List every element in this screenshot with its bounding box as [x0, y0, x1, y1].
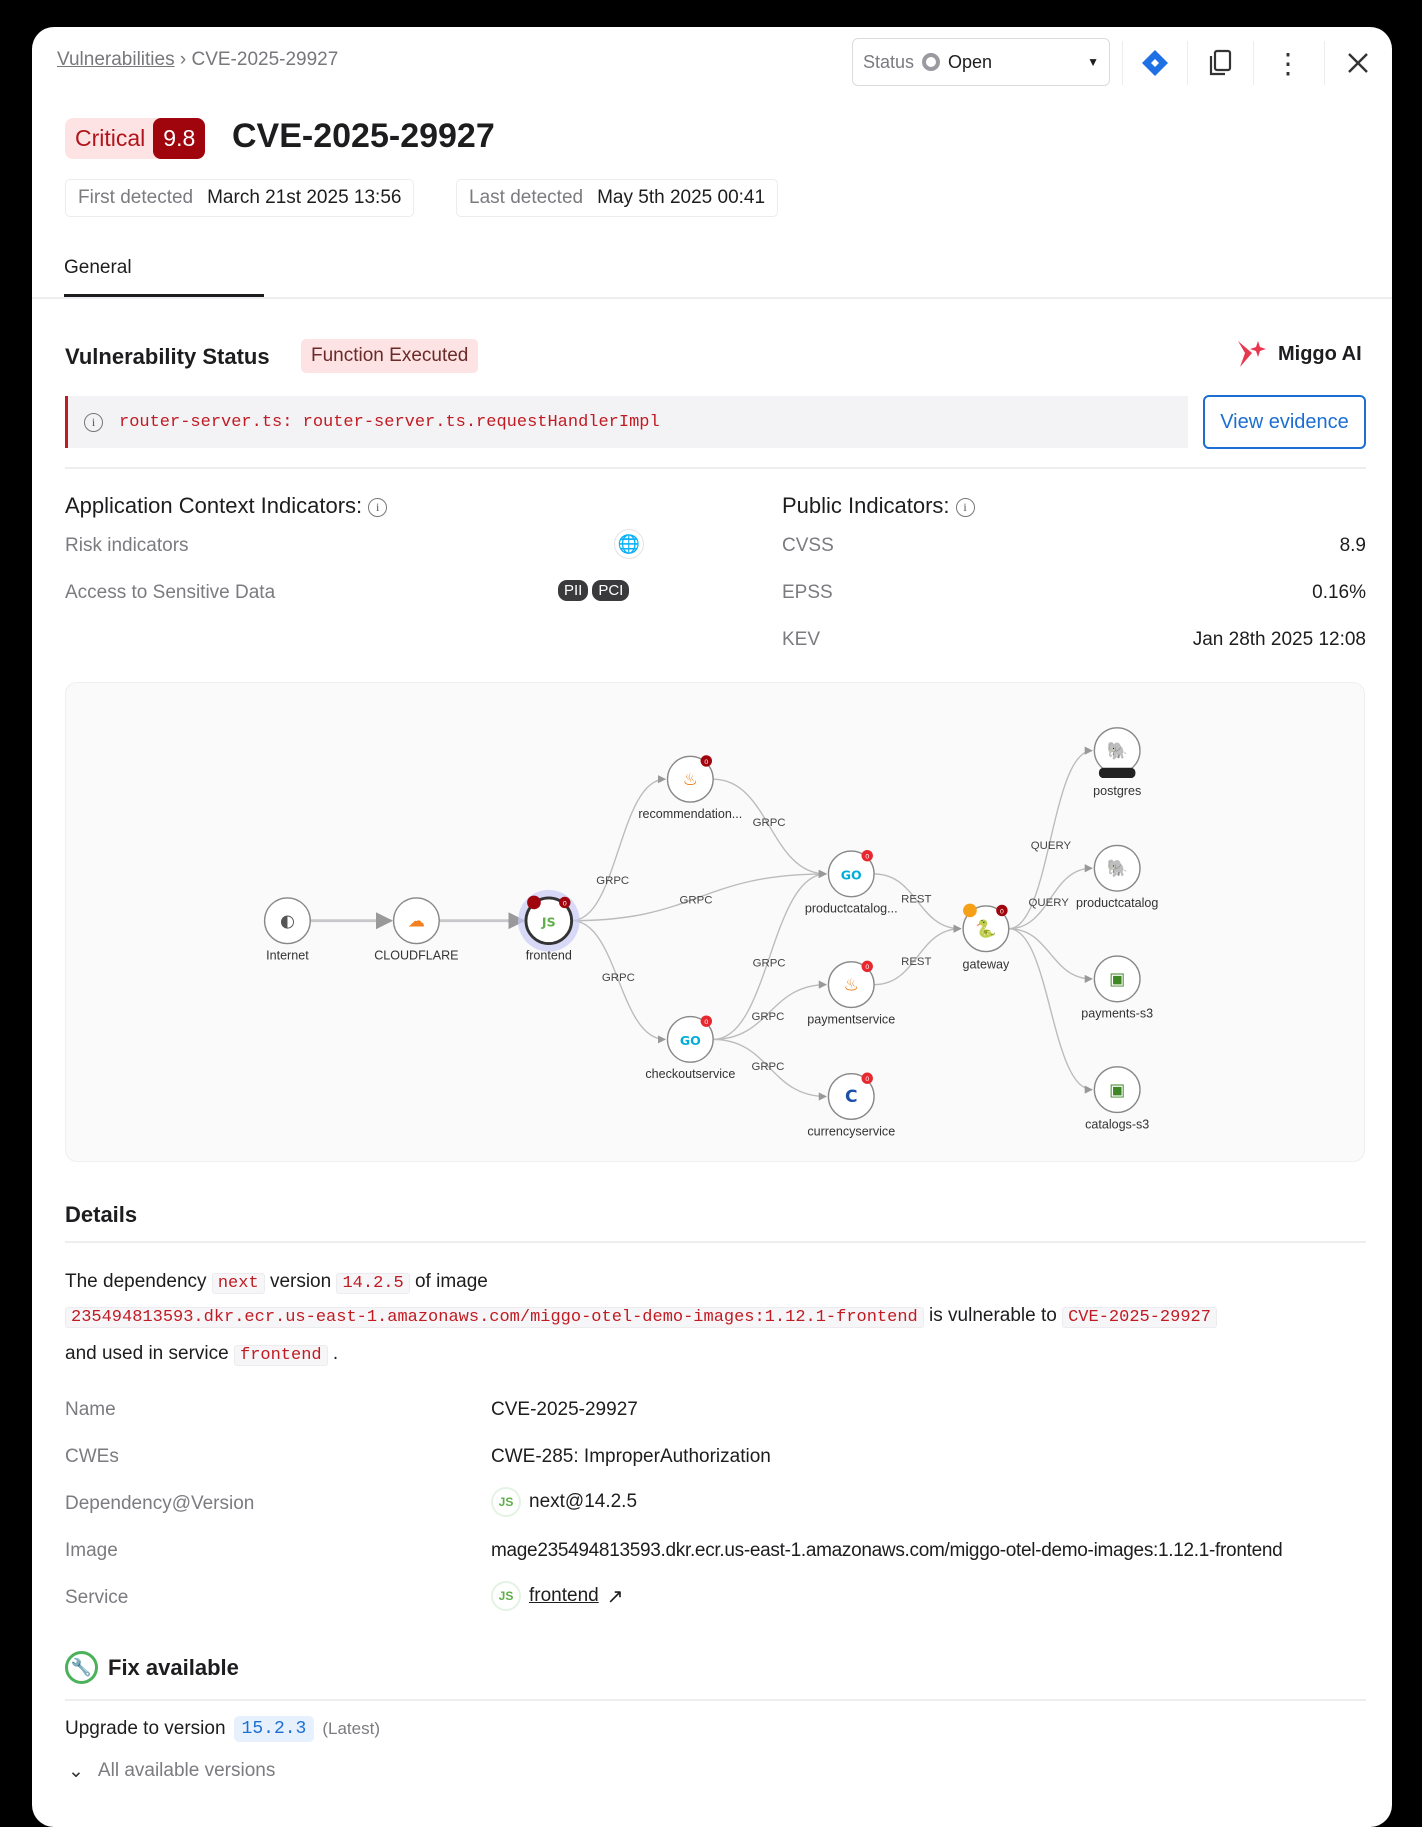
edge-label: QUERY — [1030, 839, 1072, 852]
name-value: CVE-2025-29927 — [491, 1399, 638, 1420]
divider — [65, 1241, 1366, 1243]
nodejs-icon: JS — [491, 1487, 521, 1517]
vulnerability-count: 0 — [865, 964, 870, 972]
all-versions-label: All available versions — [97, 1760, 276, 1781]
chevron-down-icon: ▼ — [1087, 55, 1099, 69]
wrench-icon: 🔧 — [65, 1651, 98, 1684]
edge-label: REST — [901, 893, 932, 906]
graph-node-cloudflare[interactable] — [374, 898, 458, 963]
pci-pill: PCI — [592, 580, 629, 601]
page-title: CVE-2025-29927 — [232, 117, 495, 155]
graph-edge — [572, 779, 666, 921]
severity-score: 9.8 — [153, 118, 205, 159]
details-title: Details — [65, 1202, 138, 1227]
last-detected-value: May 5th 2025 00:41 — [597, 187, 766, 208]
node-label: paymentservice — [807, 1012, 896, 1027]
tabs-divider — [32, 297, 1392, 299]
chevron-down-icon: ⌄ — [68, 1761, 84, 1782]
pii-pill: PII — [558, 580, 588, 601]
text: The dependency — [65, 1271, 207, 1292]
jira-icon — [1140, 48, 1170, 78]
divider — [65, 467, 1366, 469]
edge-label: GRPC — [601, 972, 635, 985]
details-sentence-2 — [65, 1306, 1217, 1328]
dependency-value — [491, 1487, 637, 1517]
vulnerability-count: 0 — [704, 758, 709, 766]
python-icon: 🐍 — [975, 919, 997, 940]
dependency-text: next@14.2.5 — [529, 1491, 638, 1512]
latest-tag: (Latest) — [322, 1719, 380, 1738]
sparkle-icon — [1236, 339, 1270, 369]
upgrade-label: Upgrade to version — [65, 1718, 226, 1739]
go-icon: GO — [840, 867, 862, 883]
node-label: productcatalog — [1076, 896, 1159, 911]
service-label: Service — [65, 1587, 129, 1608]
all-versions-toggle[interactable] — [68, 1760, 275, 1783]
edge-label: GRPC — [679, 894, 713, 907]
vulnerability-count: 0 — [865, 853, 870, 861]
vulnerability-count: 0 — [1000, 908, 1004, 916]
fix-version: 15.2.3 — [234, 1716, 315, 1742]
graph-node-pcdb[interactable] — [1076, 845, 1158, 910]
edge-label: GRPC — [751, 1061, 785, 1074]
version-code: 14.2.5 — [336, 1273, 409, 1294]
vulnerability-count: 0 — [562, 900, 567, 908]
image-code: 235494813593.dkr.ecr.us-east-1.amazonaws.com/miggo-otel-demo-images:1.12.1-frontend — [65, 1307, 924, 1328]
severity-badge — [65, 118, 205, 159]
edge-label: GRPC — [752, 816, 786, 829]
vulnerability-panel — [32, 27, 1392, 1827]
kebab-icon: ⋮ — [1274, 47, 1302, 79]
service-graph[interactable] — [65, 682, 1365, 1162]
status-dropdown[interactable] — [852, 38, 1110, 86]
divider — [1324, 41, 1325, 85]
breadcrumb-separator: › — [179, 49, 187, 70]
graph-node-catalogs_s3[interactable] — [1085, 1067, 1149, 1132]
node-label: gateway — [962, 957, 1010, 972]
active-tab-indicator — [64, 294, 264, 297]
sensitive-data-pills — [554, 580, 629, 601]
s3-icon: ▣ — [1109, 1080, 1126, 1101]
breadcrumb-vulnerabilities-link[interactable]: Vulnerabilities — [57, 49, 175, 70]
go-icon: GO — [679, 1033, 701, 1049]
close-icon — [1347, 52, 1369, 74]
app-context-label: Application Context Indicators: — [65, 493, 363, 518]
node-label: catalogs-s3 — [1085, 1117, 1150, 1132]
node-label: Internet — [266, 948, 309, 963]
graph-node-recommendation[interactable] — [638, 755, 742, 821]
status-value: Open — [948, 51, 993, 72]
edge-label: REST — [901, 956, 932, 969]
graph-node-postgres[interactable] — [1093, 728, 1141, 798]
first-detected-chip — [65, 179, 414, 217]
image-label: Image — [65, 1540, 118, 1561]
node-label: checkoutservice — [645, 1067, 736, 1082]
node-label: CLOUDFLARE — [374, 948, 459, 963]
pii-tag — [1099, 768, 1136, 778]
service-graph-canvas[interactable] — [66, 683, 1366, 1163]
cwes-label: CWEs — [65, 1446, 119, 1467]
cve-code: CVE-2025-29927 — [1062, 1307, 1217, 1328]
first-detected-label: First detected — [78, 187, 194, 208]
service-code: frontend — [234, 1345, 328, 1366]
edge-label: QUERY — [1028, 896, 1069, 909]
details-sentence-1 — [65, 1272, 488, 1294]
close-button[interactable] — [1336, 41, 1380, 85]
info-icon[interactable]: i — [956, 498, 975, 517]
internet-exposed-icon: 🌐 — [614, 529, 644, 559]
graph-edge — [1009, 929, 1092, 979]
dependency-code: next — [212, 1273, 265, 1294]
kev-label: KEV — [782, 629, 821, 650]
cvss-value: 8.9 — [1339, 535, 1366, 556]
node-label: currencyservice — [807, 1124, 896, 1139]
vulnerability-status-title: Vulnerability Status — [65, 344, 270, 369]
js-icon: JS — [541, 914, 556, 930]
graph-node-productcatalog[interactable] — [805, 850, 898, 916]
graph-node-internet[interactable] — [265, 898, 311, 963]
critical-marker — [527, 896, 541, 910]
evidence-function: router-server.ts: router-server.ts.requestHandlerImpl — [119, 412, 660, 432]
public-indicators-label: Public Indicators: — [782, 493, 950, 518]
divider — [1253, 41, 1254, 85]
node-label: productcatalog... — [804, 901, 898, 916]
text: and used in service — [65, 1343, 229, 1364]
postgres-icon: 🐘 — [1106, 858, 1128, 879]
graph-node-frontend[interactable] — [518, 890, 580, 963]
java-icon: ♨ — [843, 975, 859, 996]
vulnerability-count: 0 — [704, 1019, 709, 1027]
cwes-value: CWE-285: ImproperAuthorization — [491, 1446, 771, 1467]
service-value — [491, 1581, 624, 1611]
image-value: mage235494813593.dkr.ecr.us-east-1.amazonaws.com/miggo-otel-demo-images:1.12.1-frontend — [491, 1540, 1283, 1561]
view-evidence-button[interactable]: View evidence — [1203, 395, 1366, 449]
text: is vulnerable to — [929, 1305, 1057, 1326]
dependency-label: Dependency@Version — [65, 1493, 255, 1514]
text: of image — [414, 1271, 488, 1292]
epss-label: EPSS — [782, 582, 833, 603]
external-link-icon[interactable]: ↗ — [606, 1585, 624, 1608]
status-label: Status — [863, 51, 915, 72]
cloud-icon: ☁ — [407, 911, 425, 932]
fix-available-header — [65, 1651, 239, 1684]
cvss-label: CVSS — [782, 535, 834, 556]
postgres-icon: 🐘 — [1106, 741, 1128, 762]
copy-icon — [1207, 49, 1233, 77]
node-label: postgres — [1093, 784, 1142, 799]
sensitive-data-label: Access to Sensitive Data — [65, 582, 276, 603]
kev-value: Jan 28th 2025 12:08 — [1192, 629, 1366, 650]
edge-label: GRPC — [752, 957, 786, 970]
edge-label: GRPC — [751, 1011, 785, 1024]
copy-button[interactable] — [1198, 41, 1242, 85]
nodejs-icon: JS — [491, 1581, 521, 1611]
miggo-ai — [1236, 339, 1362, 369]
last-detected-label: Last detected — [469, 187, 584, 208]
open-status-icon — [922, 53, 940, 71]
fix-available-title: Fix available — [108, 1654, 239, 1680]
text: version — [269, 1271, 332, 1292]
graph-node-gateway[interactable] — [963, 904, 1010, 972]
s3-icon: ▣ — [1109, 969, 1126, 990]
graph-node-currency[interactable] — [807, 1073, 895, 1139]
csharp-icon: C — [844, 1087, 858, 1108]
graph-node-checkout[interactable] — [645, 1015, 735, 1081]
app-context-title — [65, 493, 387, 519]
jira-button[interactable] — [1133, 41, 1177, 85]
name-label: Name — [65, 1399, 116, 1420]
vulnerability-count: 0 — [865, 1076, 870, 1084]
function-executed-badge: Function Executed — [301, 339, 478, 373]
text: . — [332, 1343, 339, 1364]
public-indicators-title — [782, 493, 975, 519]
last-detected-chip — [456, 179, 778, 217]
edge-label: GRPC — [596, 875, 630, 888]
java-icon: ♨ — [682, 769, 698, 790]
globe-icon: ◐ — [279, 911, 295, 932]
miggo-ai-label: Miggo AI — [1278, 342, 1362, 365]
divider — [1187, 41, 1188, 85]
more-options-button[interactable] — [1266, 41, 1310, 85]
node-label: frontend — [525, 948, 572, 963]
upgrade-row — [65, 1716, 380, 1742]
details-sentence-3 — [65, 1344, 338, 1366]
evidence-bar — [65, 396, 1188, 448]
warning-marker — [963, 904, 977, 918]
breadcrumb-current: CVE-2025-29927 — [191, 49, 339, 70]
epss-value: 0.16% — [1312, 582, 1366, 603]
node-label: payments-s3 — [1081, 1006, 1154, 1021]
risk-indicators-label: Risk indicators — [65, 535, 189, 556]
info-icon[interactable]: i — [368, 498, 387, 517]
info-icon: i — [84, 413, 103, 432]
divider — [1122, 41, 1123, 85]
divider — [65, 1699, 1366, 1701]
first-detected-value: March 21st 2025 13:56 — [207, 187, 402, 208]
graph-node-payments_s3[interactable] — [1081, 956, 1153, 1021]
node-label: recommendation... — [638, 806, 743, 821]
severity-label: Critical — [75, 125, 146, 151]
service-link[interactable]: frontend — [529, 1585, 599, 1606]
breadcrumb — [57, 49, 338, 71]
tab-general[interactable]: General — [64, 257, 132, 278]
graph-node-payment[interactable] — [807, 961, 895, 1027]
